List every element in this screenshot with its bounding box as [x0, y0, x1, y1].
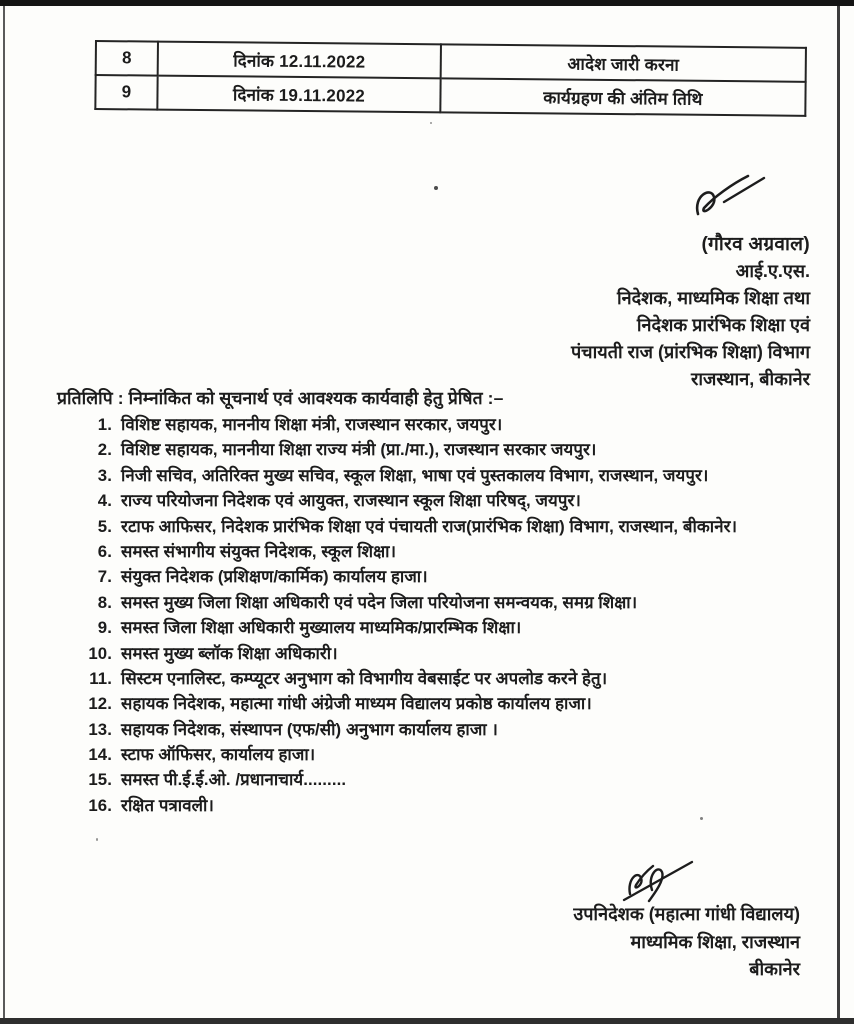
- copy-item-text: समस्त पी.ई.ई.ओ. /प्रधानाचार्य.........: [121, 770, 347, 790]
- copy-list-item: [84, 767, 737, 792]
- copy-item-text: संयुक्त निदेशक (प्रशिक्षण/कार्मिक) कार्यालय हाजा।: [121, 567, 428, 587]
- copy-item-text: विशिष्ट सहायक, माननीया शिक्षा राज्य मंत्री (प्रा./मा.), राजस्थान सरकार जयपुर।: [121, 440, 597, 460]
- copy-item-number: 11.: [89, 668, 112, 688]
- copy-list-item: [84, 463, 737, 488]
- signatory-designation-lines: [571, 258, 810, 393]
- bottom-signatory-line: उपनिदेशक (महात्मा गांधी विद्यालय): [573, 904, 800, 924]
- copy-list-item: [84, 539, 737, 564]
- copy-item-text: सहायक निदेशक, संस्थापन (एफ/सी) अनुभाग कार्यालय हाजा ।: [121, 719, 498, 739]
- copy-item-number: 13.: [88, 719, 112, 739]
- copy-item-number: 10.: [88, 643, 112, 663]
- bottom-signatory-line: माध्यमिक शिक्षा, राजस्थान: [630, 931, 800, 952]
- scan-speck: [434, 186, 438, 190]
- copy-item-text: रटाफ आफिसर, निदेशक प्रारंभिक शिक्षा एवं पंचायती राज(प्रारंभिक शिक्षा) विभाग, राजस्थान, बीकानेर।: [121, 516, 738, 536]
- copy-item-number: 8.: [97, 592, 112, 612]
- copy-item-number: 14.: [88, 745, 112, 765]
- scan-edge-bottom: [0, 1018, 854, 1024]
- scan-edge-left: [3, 6, 5, 1018]
- serial-cell: 9: [95, 75, 157, 110]
- copy-list: [84, 412, 737, 818]
- copy-list-item: [84, 666, 737, 691]
- signatory-line: निदेशक, माध्यमिक शिक्षा तथा: [616, 288, 810, 308]
- copy-item-number: 16.: [88, 795, 112, 815]
- copy-item-number: 5.: [97, 516, 112, 536]
- copy-item-number: 4.: [97, 491, 112, 511]
- copy-item-text: समस्त मुख्य ब्लॉक शिक्षा अधिकारी।: [121, 643, 338, 663]
- scan-speck: [700, 817, 703, 820]
- signatory-line: राजस्थान, बीकानेर: [691, 369, 810, 389]
- copy-list-item: [84, 717, 737, 742]
- copy-list-item: [84, 590, 737, 615]
- copy-list-item: [84, 615, 737, 640]
- signature-gaurav-agrawal: [688, 170, 772, 232]
- copy-section-heading: प्रतिलिपि : निम्नांकित को सूचनार्थ एवं आवश्यक कार्यवाही हेतु प्रेषित :–: [57, 388, 504, 408]
- activity-cell: आदेश जारी करना: [441, 44, 806, 82]
- date-cell: दिनांक 19.11.2022: [157, 76, 440, 113]
- copy-item-text: विशिष्ट सहायक, माननीय शिक्षा मंत्री, राजस्थान सरकार, जयपुर।: [121, 415, 503, 434]
- scan-edge-top: [0, 0, 854, 6]
- signatory-line: निदेशक प्रारंभिक शिक्षा एवं: [636, 315, 810, 335]
- copy-item-text: समस्त जिला शिक्षा अधिकारी मुख्यालय माध्यमिक/प्रारम्भिक शिक्षा।: [121, 618, 522, 638]
- copy-item-number: 2.: [97, 440, 112, 460]
- copy-item-text: रक्षित पत्रावली।: [121, 795, 214, 815]
- copy-item-number: 3.: [97, 465, 112, 485]
- copy-list-item: [84, 437, 737, 462]
- schedule-row: [95, 75, 805, 116]
- copy-item-number: 7.: [97, 567, 112, 587]
- schedule-table: [94, 40, 807, 117]
- copy-list-item: [84, 412, 737, 437]
- copy-item-number: 1.: [97, 415, 112, 434]
- copy-item-text: निजी सचिव, अतिरिक्त मुख्य सचिव, स्कूल शिक्षा, भाषा एवं पुस्तकालय विभाग, राजस्थान, जयपुर।: [121, 465, 709, 485]
- copy-item-text: सहायक निदेशक, महात्मा गांधी अंग्रेजी माध्यम विद्यालय प्रकोष्ठ कार्यालय हाजा।: [121, 694, 592, 714]
- copy-item-number: 12.: [88, 694, 112, 714]
- copy-list-item: [84, 641, 737, 666]
- copy-item-text: राज्य परियोजना निदेशक एवं आयुक्त, राजस्थान स्कूल शिक्षा परिषद्, जयपुर।: [121, 491, 581, 511]
- signatory-name: (गौरव अग्रवाल): [701, 234, 810, 255]
- serial-cell: 8: [96, 41, 158, 76]
- signatory-line: पंचायती राज (प्रांरभिक शिक्षा) विभाग: [570, 342, 810, 362]
- bottom-signatory-block: [573, 901, 800, 984]
- date-cell: दिनांक 12.11.2022: [158, 42, 441, 79]
- bottom-signatory-line: बीकानेर: [749, 959, 800, 979]
- signatory-line: आई.ए.एस.: [735, 261, 810, 281]
- activity-cell: कार्यग्रहण की अंतिम तिथि: [440, 78, 805, 116]
- scan-speck: [430, 122, 432, 124]
- copy-item-number: 6.: [97, 541, 112, 561]
- copy-list-item: [84, 793, 737, 818]
- copy-list-item: [84, 514, 737, 539]
- signatory-block: [571, 231, 810, 393]
- copy-list-item: [84, 564, 737, 589]
- copy-item-text: सिस्टम एनालिस्ट, कम्प्यूटर अनुभाग को विभागीय वेबसाईट पर अपलोड करने हेतु।: [121, 668, 608, 688]
- scan-edge-right: [837, 6, 840, 1018]
- copy-item-text: समस्त संभागीय संयुक्त निदेशक, स्कूल शिक्षा।: [121, 541, 397, 561]
- copy-item-text: स्टाफ ऑफिसर, कार्यालय हाजा।: [121, 745, 316, 765]
- copy-list-item: [84, 488, 737, 513]
- schedule-table-body: [95, 41, 806, 116]
- copy-item-text: समस्त मुख्य जिला शिक्षा अधिकारी एवं पदेन जिला परियोजना समन्वयक, समग्र शिक्षा।: [121, 592, 638, 612]
- copy-list-item: [84, 742, 737, 767]
- scan-speck: [96, 838, 98, 841]
- copy-list-item: [84, 691, 737, 716]
- copy-item-number: 15.: [88, 770, 112, 790]
- copy-item-number: 9.: [97, 618, 112, 638]
